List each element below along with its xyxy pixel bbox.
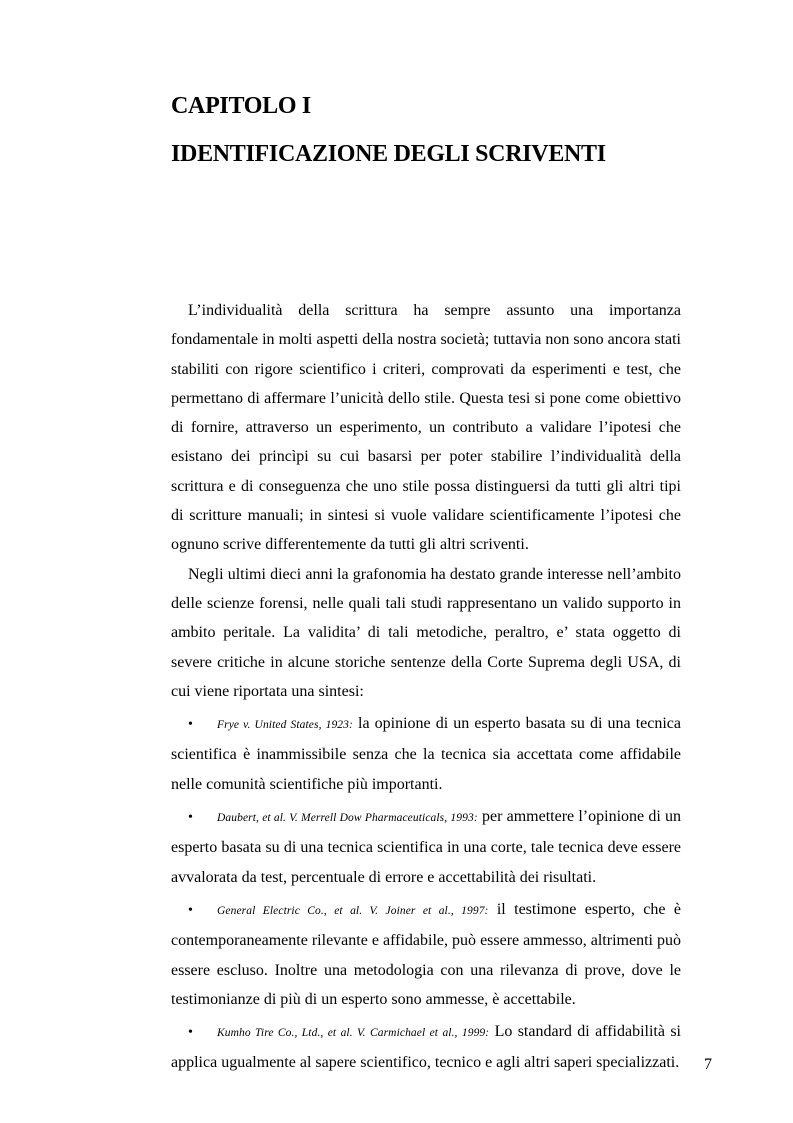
bullet-icon: • [188, 717, 193, 733]
case-citation: Kumho Tire Co., Ltd., et al. V. Carmichael et al., 1999: [217, 1027, 490, 1040]
case-list-item [171, 799, 681, 892]
case-citation: Frye v. United States, 1923: [217, 719, 353, 732]
case-list-item [171, 892, 681, 1014]
body-text [171, 296, 681, 1078]
case-text: per ammettere l’opinione di un esperto basata su di una tecnica scientifica in una corte, tale tecnica deve essere avvalorata da test, percentuale di errore e accettabilità dei risultati. [171, 808, 681, 886]
case-list-item [171, 706, 681, 799]
bullet-icon: • [188, 1025, 193, 1041]
chapter-title: IDENTIFICAZIONE DEGLI SCRIVENTI [171, 141, 606, 167]
case-text: la opinione di un esperto basata su di una tecnica scientifica è inammissibile senza che la tecnica sia accettata come affidabile nelle comunità scientifiche più importanti. [171, 715, 682, 793]
page-number: 7 [704, 1056, 712, 1073]
paragraph-context: Negli ultimi dieci anni la grafonomia ha destato grande interesse nell’ambito delle scienze forensi, nelle quali tali studi rappresentano un valido supporto in ambito peritale. La validita’ di tali metodiche, peraltro, e’ stata oggetto di severe critiche in alcune storiche sentenze della Corte Suprema degli USA, di cui viene riportata una sintesi: [171, 565, 681, 700]
case-citation: General Electric Co., et al. V. Joiner et al., 1997: [217, 904, 489, 917]
bullet-icon: • [188, 810, 193, 826]
paragraph-intro: L’individualità della scrittura ha sempre assunto una importanza fondamentale in molti aspetti della nostra società; tuttavia non sono ancora stati stabiliti con rigore scientifico i criteri, comprovati da esperimenti e test, che permettano di affermare l’unicità dello stile. Questa tesi si pone come obiettivo di fornire, attraverso un esperimento, un contributo a validare l’ipotesi che esistano dei princìpi su cui basarsi per poter stabilire l’individualità della scrittura e di conseguenza che uno stile possa distinguersi da tutti gli altri tipi di scritture manuali; in sintesi si vuole validare scientificamente l’ipotesi che ognuno scrive differentemente da tutti gli altri scriventi. [171, 302, 681, 554]
case-citation: Daubert, et al. V. Merrell Dow Pharmaceuticals, 1993: [217, 812, 478, 825]
case-text: il testimone esperto, che è contemporaneamente rilevante e affidabile, può essere ammesso, altrimenti può essere escluso. Inoltre una metodologia con una rilevanza di prove, dove le testimonianze di più di un esperto sono ammesse, è accettabile. [171, 900, 681, 1008]
bullet-icon: • [188, 902, 193, 918]
case-list-item [171, 1014, 681, 1078]
chapter-label: CAPITOLO I [171, 93, 311, 119]
case-text: Lo standard di affidabilità si applica ugualmente al sapere scientifico, tecnico e agli altri saperi specializzati. [171, 1023, 681, 1072]
